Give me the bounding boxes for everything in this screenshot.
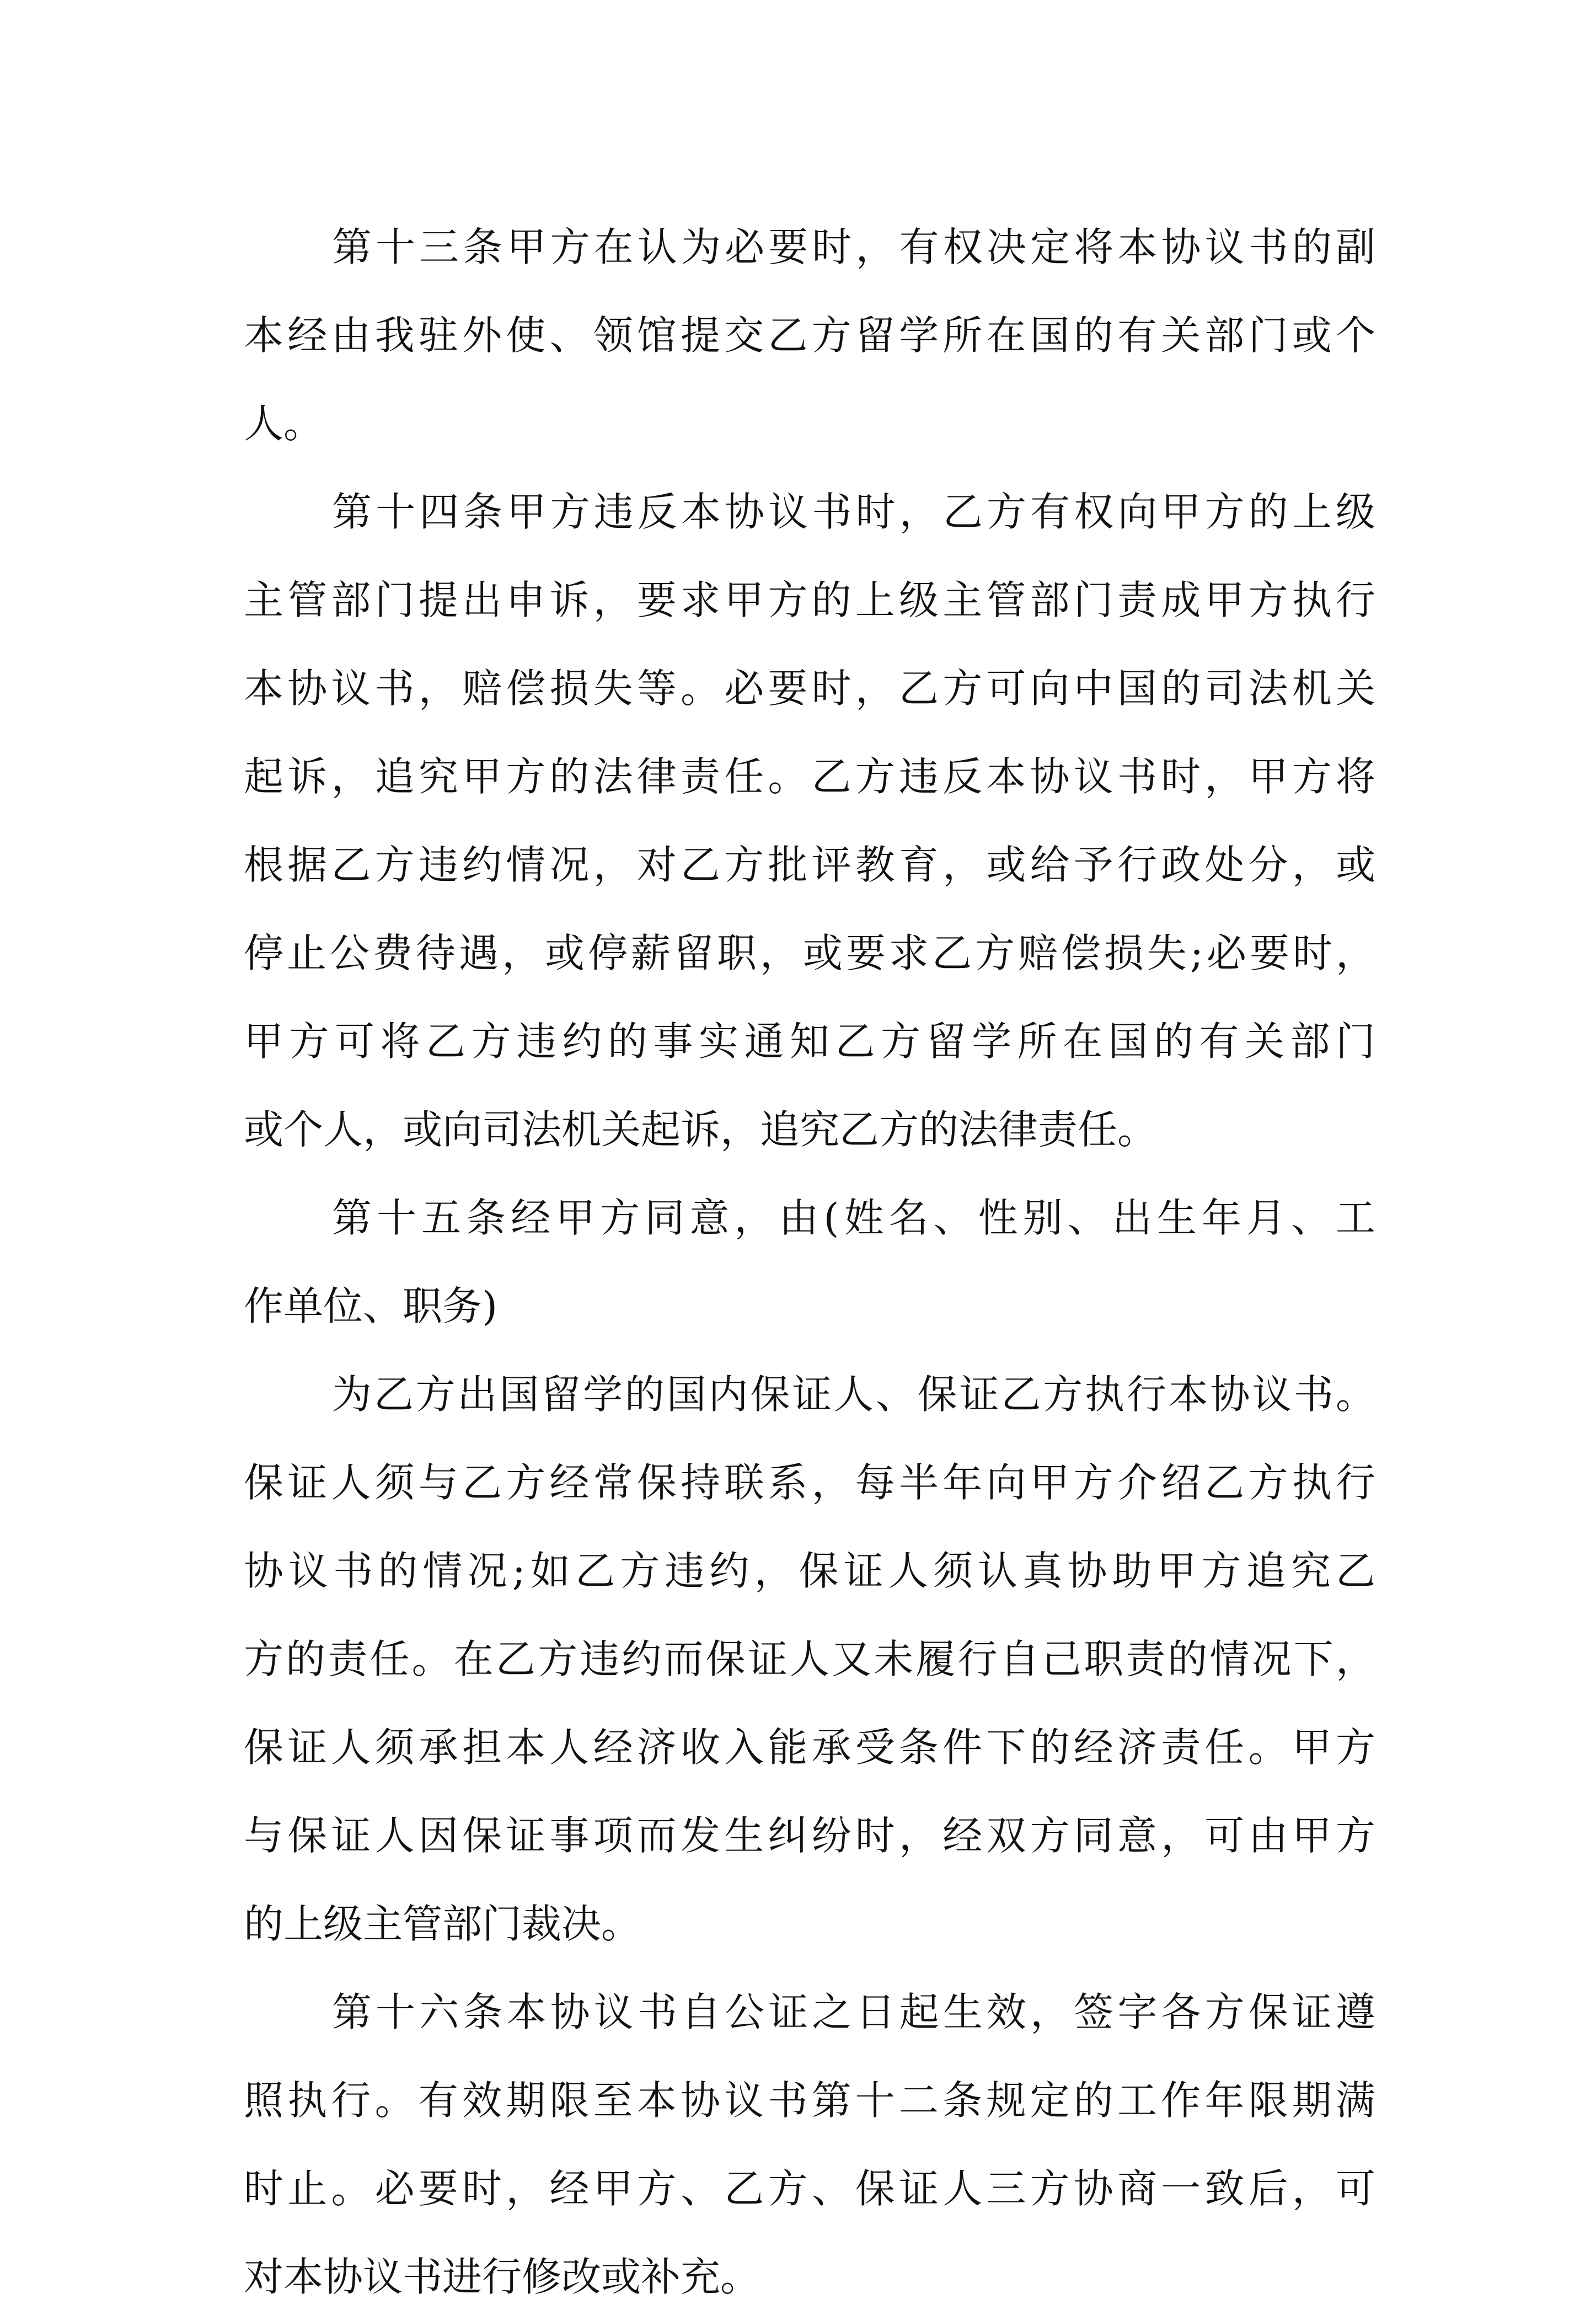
text-line: 停止公费待遇，或停薪留职，或要求乙方赔偿损失;必要时， — [244, 930, 1375, 976]
paragraph-guarantor — [244, 1350, 1375, 1968]
text-line: 为乙方出国留学的国内保证人、保证乙方执行本协议书。 — [332, 1371, 1375, 1418]
text-line: 的上级主管部门裁决。 — [244, 1901, 641, 1947]
text-line: 甲方可将乙方违约的事实通知乙方留学所在国的有关部门 — [244, 1018, 1375, 1065]
text-line: 或个人，或向司法机关起诉，追究乙方的法律责任。 — [244, 1106, 1158, 1153]
text-line: 根据乙方违约情况，对乙方批评教育，或给予行政处分，或 — [244, 842, 1375, 888]
paragraph-article-14 — [244, 468, 1375, 1174]
text-line: 本经由我驻外使、领馆提交乙方留学所在国的有关部门或个 — [244, 312, 1375, 359]
text-line: 起诉，追究甲方的法律责任。乙方违反本协议书时，甲方将 — [244, 753, 1375, 800]
text-line: 与保证人因保证事项而发生纠纷时，经双方同意，可由甲方 — [244, 1812, 1375, 1859]
text-line: 人。 — [244, 400, 324, 447]
text-line: 时止。必要时，经甲方、乙方、保证人三方协商一致后，可 — [244, 2165, 1375, 2212]
text-line: 方的责任。在乙方违约而保证人又未履行自己职责的情况下， — [244, 1636, 1375, 1682]
text-line: 保证人须承担本人经济收入能承受条件下的经济责任。甲方 — [244, 1724, 1375, 1771]
text-line: 作单位、职务) — [244, 1283, 498, 1329]
paragraph-article-16 — [244, 1968, 1375, 2321]
paragraph-article-15 — [244, 1174, 1375, 1350]
document-body — [244, 203, 1375, 2321]
text-line: 照执行。有效期限至本协议书第十二条规定的工作年限期满 — [244, 2077, 1375, 2124]
text-line: 第十三条甲方在认为必要时，有权决定将本协议书的副 — [332, 224, 1375, 270]
paragraph-article-13 — [244, 203, 1375, 468]
text-line: 主管部门提出申诉，要求甲方的上级主管部门责成甲方执行 — [244, 577, 1375, 623]
text-line: 对本协议书进行修改或补充。 — [244, 2254, 760, 2300]
text-line: 第十五条经甲方同意，由(姓名、性别、出生年月、工 — [332, 1195, 1375, 1241]
text-line: 第十六条本协议书自公证之日起生效，签字各方保证遵 — [332, 1989, 1375, 2035]
text-line: 协议书的情况;如乙方违约，保证人须认真协助甲方追究乙 — [244, 1548, 1375, 1594]
text-line: 第十四条甲方违反本协议书时，乙方有权向甲方的上级 — [332, 489, 1375, 535]
text-line: 保证人须与乙方经常保持联系，每半年向甲方介绍乙方执行 — [244, 1459, 1375, 1506]
text-line: 本协议书，赔偿损失等。必要时，乙方可向中国的司法机关 — [244, 665, 1375, 712]
